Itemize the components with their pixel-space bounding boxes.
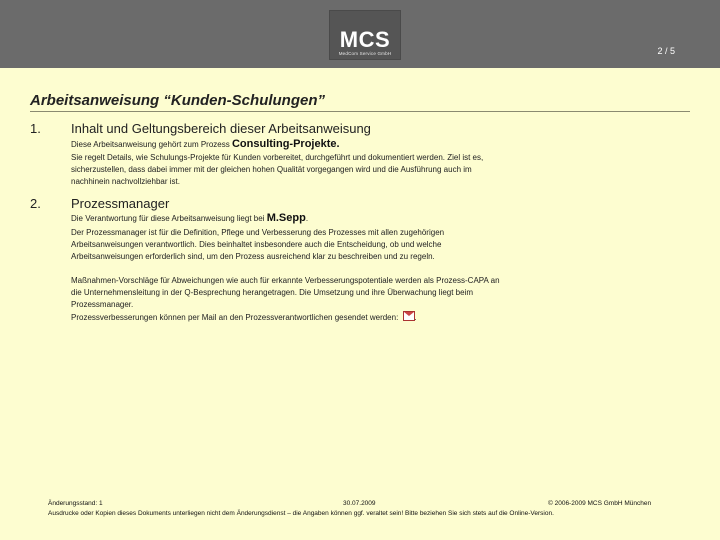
section-1-intro-text: Diese Arbeitsanweisung gehört zum Prozess	[71, 140, 230, 149]
section-2-para2-line-2: die Unternehmensleitung in der Q-Besprechung herangetragen. Die Umsetzung und ihre Überwachung liegt beim	[71, 288, 474, 297]
section-2-intro	[71, 212, 631, 225]
title-divider	[30, 111, 690, 112]
section-1-number: 1.	[30, 121, 41, 136]
process-name: Consulting-Projekte.	[231, 138, 340, 150]
footer-copyright: © 2006-2009 MCS GmbH München	[548, 500, 652, 507]
page-header	[0, 0, 720, 68]
section-2-para2-line-3: Prozessmanager.	[71, 300, 134, 309]
section-2-line-2: Arbeitsanweisungen verantwortlich. Dies beinhaltet insbesondere auch die Entscheidung, ob und welche	[71, 240, 442, 249]
footer-date: 30.07.2009	[343, 500, 376, 507]
mail-icon[interactable]	[403, 311, 415, 321]
mcs-logo	[329, 10, 401, 60]
section-2-line-1: Der Prozessmanager ist für die Definition, Pflege und Verbesserung des Prozesses mit allen zugehörigen	[71, 228, 445, 237]
section-2-heading: Prozessmanager	[71, 196, 170, 211]
section-1-line-2: sicherzustellen, dass dabei immer mit der gleichen hohen Qualität vorgegangen wird und die Ausführung auch im	[71, 165, 472, 174]
mail-line-end: .	[414, 313, 417, 322]
logo-subtitle: MedCom Service GmbH	[338, 51, 392, 56]
section-2-intro-text: Die Verantwortung für diese Arbeitsanweisung liegt bei	[71, 214, 265, 223]
manager-name: M.Sepp	[266, 212, 306, 224]
section-1-heading: Inhalt und Geltungsbereich dieser Arbeitsanweisung	[71, 121, 371, 136]
section-2-para2-line-1: Maßnahmen-Vorschläge für Abweichungen wie auch für erkannte Verbesserungspotentiale werden als Prozess-CAPA an	[71, 276, 500, 285]
section-2-intro-end: .	[305, 214, 309, 223]
logo-text: MCS	[339, 27, 391, 52]
mail-line-text: Prozessverbesserungen können per Mail an den Prozessverantwortlichen gesendet werden:	[71, 313, 399, 322]
section-1-intro	[71, 138, 631, 151]
mail-line	[71, 311, 631, 324]
section-1-line-3: nachhinein nachvollziehbar ist.	[71, 177, 180, 186]
section-2-line-3: Arbeitsanweisungen erforderlich sind, um den Prozess ausreichend klar zu beschreiben und zu regeln.	[71, 252, 435, 261]
page-number: 2 / 5	[657, 46, 675, 56]
footer-disclaimer: Ausdrucke oder Kopien dieses Dokuments unterliegen nicht dem Änderungsdienst – die Angaben können ggf. veraltet sein! Bitte beziehen Sie sich stets auf die Online-Version.	[48, 510, 554, 517]
section-2-number: 2.	[30, 196, 41, 211]
section-1-line-1: Sie regelt Details, wie Schulungs-Projekte für Kunden vorbereitet, durchgeführt und dokumentiert werden. Ziel ist es,	[71, 153, 484, 162]
page-title: Arbeitsanweisung “Kunden-Schulungen”	[30, 92, 326, 109]
footer-revision: Änderungsstand: 1	[48, 500, 103, 507]
